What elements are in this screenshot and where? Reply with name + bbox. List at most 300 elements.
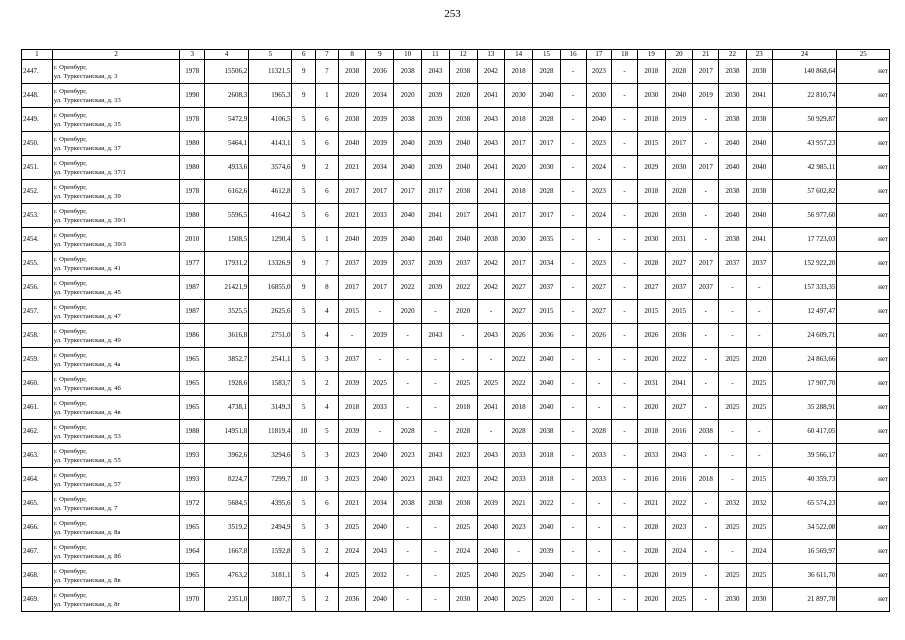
cell-col-23: 2041	[746, 84, 772, 108]
cell-col-19: 2015	[637, 132, 665, 156]
cell-col-17: 2023	[586, 252, 612, 276]
address-cell	[52, 228, 180, 252]
cell-col-21: -	[693, 564, 719, 588]
column-header-19: 19	[637, 50, 665, 60]
cell-col-17: -	[586, 540, 612, 564]
cell-col-4: 21421,9	[205, 276, 249, 300]
cell-col-9: 2039	[366, 324, 394, 348]
address-city: г. Оренбург,	[53, 63, 87, 71]
cell-col-11: -	[422, 396, 450, 420]
cell-col-25: нет	[837, 540, 890, 564]
cell-col-21: -	[693, 108, 719, 132]
cell-col-8: 2021	[338, 204, 366, 228]
cell-col-21: 2018	[693, 468, 719, 492]
cell-col-10: 2040	[394, 204, 422, 228]
address-cell	[52, 396, 180, 420]
cell-col-11: -	[422, 348, 450, 372]
row-number: 2451.	[22, 156, 53, 180]
row-number: 2463.	[22, 444, 53, 468]
address-cell	[52, 108, 180, 132]
address-city: г. Оренбург,	[53, 279, 87, 287]
cell-col-16: -	[560, 84, 586, 108]
cell-col-17: 2024	[586, 156, 612, 180]
cell-col-6: 5	[292, 588, 316, 612]
column-header-4: 4	[205, 50, 249, 60]
cell-col-8: 2040	[338, 132, 366, 156]
cell-col-3: 1964	[180, 540, 205, 564]
cell-col-17: -	[586, 516, 612, 540]
cell-col-4: 1928,6	[205, 372, 249, 396]
cell-col-15: 2022	[533, 492, 561, 516]
cell-col-24: 21 897,78	[772, 588, 837, 612]
column-header-2: 2	[52, 50, 180, 60]
cell-col-15: 2036	[533, 324, 561, 348]
cell-col-23: 2038	[746, 108, 772, 132]
table-row	[22, 300, 890, 324]
cell-col-7: 3	[316, 348, 339, 372]
cell-col-18: -	[612, 420, 638, 444]
table-row	[22, 276, 890, 300]
cell-col-18: -	[612, 516, 638, 540]
cell-col-4: 3525,5	[205, 300, 249, 324]
cell-col-8: 2037	[338, 252, 366, 276]
cell-col-5: 16855,0	[249, 276, 292, 300]
cell-col-18: -	[612, 108, 638, 132]
cell-col-24: 56 977,60	[772, 204, 837, 228]
address-street: ул. Туркестанская, д. 35	[53, 120, 121, 128]
address-cell	[52, 420, 180, 444]
cell-col-19: 2026	[637, 324, 665, 348]
table-row	[22, 60, 890, 84]
cell-col-25: нет	[837, 108, 890, 132]
column-header-15: 15	[533, 50, 561, 60]
address-cell	[52, 300, 180, 324]
cell-col-22: 2025	[719, 564, 747, 588]
cell-col-9: 2040	[366, 468, 394, 492]
address-street: ул. Туркестанская, д. 8б	[53, 552, 121, 560]
cell-col-8: 2017	[338, 180, 366, 204]
cell-col-12: 2038	[449, 108, 477, 132]
cell-col-4: 3962,6	[205, 444, 249, 468]
cell-col-12: 2040	[449, 132, 477, 156]
cell-col-24: 152 922,20	[772, 252, 837, 276]
cell-col-15: 2040	[533, 564, 561, 588]
page-number: 253	[444, 8, 461, 20]
cell-col-23: 2020	[746, 348, 772, 372]
cell-col-22: -	[719, 276, 747, 300]
row-number: 2456.	[22, 276, 53, 300]
address-cell	[52, 60, 180, 84]
cell-col-14: 2018	[505, 60, 533, 84]
housing-repair-table	[21, 49, 890, 612]
cell-col-24: 34 522,08	[772, 516, 837, 540]
cell-col-24: 12 497,47	[772, 300, 837, 324]
cell-col-21: -	[693, 348, 719, 372]
cell-col-24: 157 333,35	[772, 276, 837, 300]
cell-col-18: -	[612, 468, 638, 492]
cell-col-18: -	[612, 540, 638, 564]
address-cell	[52, 564, 180, 588]
row-number: 2462.	[22, 420, 53, 444]
cell-col-24: 43 957,23	[772, 132, 837, 156]
cell-col-21: -	[693, 204, 719, 228]
cell-col-10: 2028	[394, 420, 422, 444]
cell-col-21: -	[693, 372, 719, 396]
cell-col-20: 2015	[665, 300, 693, 324]
table-row	[22, 324, 890, 348]
address-cell	[52, 180, 180, 204]
cell-col-3: 1972	[180, 492, 205, 516]
cell-col-25: нет	[837, 60, 890, 84]
cell-col-20: 2030	[665, 156, 693, 180]
cell-col-21: -	[693, 180, 719, 204]
address-city: г. Оренбург,	[53, 255, 87, 263]
cell-col-22: -	[719, 420, 747, 444]
cell-col-23: 2025	[746, 372, 772, 396]
cell-col-18: -	[612, 588, 638, 612]
cell-col-22: -	[719, 300, 747, 324]
address-cell	[52, 492, 180, 516]
cell-col-12: 2037	[449, 252, 477, 276]
cell-col-10: -	[394, 564, 422, 588]
cell-col-10: 2038	[394, 108, 422, 132]
cell-col-13: 2040	[477, 516, 505, 540]
address-city: г. Оренбург,	[53, 303, 87, 311]
column-header-22: 22	[719, 50, 747, 60]
cell-col-12: 2040	[449, 156, 477, 180]
cell-col-3: 1980	[180, 132, 205, 156]
cell-col-21: 2017	[693, 156, 719, 180]
cell-col-10: -	[394, 516, 422, 540]
cell-col-19: 2016	[637, 468, 665, 492]
cell-col-4: 1667,8	[205, 540, 249, 564]
cell-col-4: 4933,6	[205, 156, 249, 180]
cell-col-13: 2042	[477, 252, 505, 276]
cell-col-7: 2	[316, 156, 339, 180]
address-street: ул. Туркестанская, д. 49	[53, 336, 121, 344]
cell-col-15: 2028	[533, 108, 561, 132]
cell-col-14: 2017	[505, 204, 533, 228]
cell-col-7: 1	[316, 84, 339, 108]
cell-col-5: 3294,6	[249, 444, 292, 468]
cell-col-25: нет	[837, 324, 890, 348]
cell-col-25: нет	[837, 252, 890, 276]
table-row	[22, 540, 890, 564]
address-street: ул. Туркестанская, д. 55	[53, 456, 121, 464]
cell-col-23: 2015	[746, 468, 772, 492]
cell-col-24: 16 569,97	[772, 540, 837, 564]
address-street: ул. Туркестанская, д. 39/1	[53, 216, 126, 224]
cell-col-20: 2043	[665, 444, 693, 468]
cell-col-24: 140 868,64	[772, 60, 837, 84]
cell-col-20: 2036	[665, 324, 693, 348]
cell-col-17: 2023	[586, 60, 612, 84]
cell-col-6: 5	[292, 300, 316, 324]
cell-col-12: 2038	[449, 180, 477, 204]
address-city: г. Оренбург,	[53, 351, 87, 359]
address-cell	[52, 588, 180, 612]
cell-col-16: -	[560, 60, 586, 84]
cell-col-9: 2034	[366, 156, 394, 180]
cell-col-23: 2040	[746, 156, 772, 180]
address-street: ул. Туркестанская, д. 41	[53, 264, 121, 272]
cell-col-10: 2020	[394, 300, 422, 324]
cell-col-21: 2017	[693, 60, 719, 84]
cell-col-10: 2038	[394, 60, 422, 84]
cell-col-19: 2020	[637, 564, 665, 588]
cell-col-14: 2030	[505, 84, 533, 108]
table-row	[22, 396, 890, 420]
cell-col-3: 1978	[180, 60, 205, 84]
cell-col-14: 2018	[505, 108, 533, 132]
cell-col-18: -	[612, 180, 638, 204]
column-header-10: 10	[394, 50, 422, 60]
cell-col-17: 2024	[586, 204, 612, 228]
cell-col-18: -	[612, 300, 638, 324]
cell-col-17: 2027	[586, 300, 612, 324]
cell-col-15: 2028	[533, 180, 561, 204]
cell-col-15: 2040	[533, 348, 561, 372]
cell-col-4: 1508,5	[205, 228, 249, 252]
row-number: 2452.	[22, 180, 53, 204]
address-city: г. Оренбург,	[53, 423, 87, 431]
cell-col-6: 5	[292, 132, 316, 156]
cell-col-4: 3852,7	[205, 348, 249, 372]
table-row	[22, 180, 890, 204]
cell-col-13: 2025	[477, 372, 505, 396]
cell-col-3: 1987	[180, 276, 205, 300]
cell-col-11: 2043	[422, 324, 450, 348]
cell-col-21: 2037	[693, 276, 719, 300]
cell-col-7: 8	[316, 276, 339, 300]
cell-col-7: 2	[316, 588, 339, 612]
cell-col-8: 2039	[338, 420, 366, 444]
cell-col-14: 2018	[505, 396, 533, 420]
cell-col-19: 2030	[637, 228, 665, 252]
address-city: г. Оренбург,	[53, 159, 87, 167]
cell-col-4: 15506,2	[205, 60, 249, 84]
cell-col-4: 2608,3	[205, 84, 249, 108]
cell-col-5: 4612,8	[249, 180, 292, 204]
address-cell	[52, 324, 180, 348]
address-street: ул. Туркестанская, д. 3	[53, 72, 118, 80]
column-header-1: 1	[22, 50, 53, 60]
cell-col-12: 2040	[449, 228, 477, 252]
cell-col-3: 1978	[180, 108, 205, 132]
cell-col-10: 2037	[394, 252, 422, 276]
cell-col-15: 2035	[533, 228, 561, 252]
cell-col-25: нет	[837, 564, 890, 588]
cell-col-12: 2017	[449, 204, 477, 228]
cell-col-19: 2033	[637, 444, 665, 468]
cell-col-25: нет	[837, 276, 890, 300]
cell-col-20: 2016	[665, 420, 693, 444]
cell-col-23: 2041	[746, 228, 772, 252]
cell-col-18: -	[612, 132, 638, 156]
cell-col-21: -	[693, 516, 719, 540]
cell-col-19: 2018	[637, 420, 665, 444]
cell-col-23: 2040	[746, 132, 772, 156]
cell-col-4: 3616,8	[205, 324, 249, 348]
cell-col-14: 2026	[505, 324, 533, 348]
cell-col-9: 2032	[366, 564, 394, 588]
cell-col-11: 2039	[422, 132, 450, 156]
cell-col-23: -	[746, 420, 772, 444]
table-row	[22, 468, 890, 492]
address-city: г. Оренбург,	[53, 183, 87, 191]
cell-col-20: 2030	[665, 204, 693, 228]
address-street: ул. Туркестанская, д. 53	[53, 432, 121, 440]
cell-col-7: 4	[316, 396, 339, 420]
cell-col-10: -	[394, 540, 422, 564]
cell-col-4: 4738,1	[205, 396, 249, 420]
cell-col-25: нет	[837, 84, 890, 108]
cell-col-25: нет	[837, 444, 890, 468]
cell-col-16: -	[560, 468, 586, 492]
cell-col-12: -	[449, 348, 477, 372]
cell-col-16: -	[560, 204, 586, 228]
cell-col-17: 2023	[586, 132, 612, 156]
cell-col-18: -	[612, 324, 638, 348]
address-street: ул. Туркестанская, д. 37	[53, 144, 121, 152]
cell-col-4: 4763,2	[205, 564, 249, 588]
cell-col-9: 2039	[366, 108, 394, 132]
cell-col-9: 2025	[366, 372, 394, 396]
cell-col-24: 65 574,23	[772, 492, 837, 516]
cell-col-9: 2040	[366, 444, 394, 468]
column-header-21: 21	[693, 50, 719, 60]
address-street: ул. Туркестанская, д. 39	[53, 192, 121, 200]
table-row	[22, 204, 890, 228]
cell-col-8: 2038	[338, 60, 366, 84]
cell-col-25: нет	[837, 300, 890, 324]
cell-col-11: 2017	[422, 180, 450, 204]
cell-col-6: 9	[292, 276, 316, 300]
cell-col-11: 2039	[422, 276, 450, 300]
column-header-13: 13	[477, 50, 505, 60]
column-header-20: 20	[665, 50, 693, 60]
address-cell	[52, 444, 180, 468]
cell-col-25: нет	[837, 348, 890, 372]
cell-col-5: 11321,5	[249, 60, 292, 84]
cell-col-5: 2494,9	[249, 516, 292, 540]
table-row	[22, 348, 890, 372]
cell-col-8: 2023	[338, 444, 366, 468]
cell-col-11: -	[422, 300, 450, 324]
address-street: ул. Туркестанская, д. 37/1	[53, 168, 126, 176]
cell-col-18: -	[612, 228, 638, 252]
cell-col-6: 5	[292, 372, 316, 396]
column-header-18: 18	[612, 50, 638, 60]
cell-col-8: 2017	[338, 276, 366, 300]
cell-col-6: 10	[292, 468, 316, 492]
cell-col-16: -	[560, 540, 586, 564]
cell-col-7: 2	[316, 372, 339, 396]
cell-col-24: 17 907,70	[772, 372, 837, 396]
table-row	[22, 108, 890, 132]
cell-col-22: 2040	[719, 204, 747, 228]
cell-col-20: 2019	[665, 564, 693, 588]
cell-col-25: нет	[837, 372, 890, 396]
address-city: г. Оренбург,	[53, 327, 87, 335]
cell-col-7: 3	[316, 444, 339, 468]
table-row	[22, 516, 890, 540]
cell-col-18: -	[612, 444, 638, 468]
cell-col-16: -	[560, 492, 586, 516]
cell-col-18: -	[612, 252, 638, 276]
cell-col-8: 2018	[338, 396, 366, 420]
cell-col-17: 2027	[586, 276, 612, 300]
table-row	[22, 156, 890, 180]
cell-col-4: 8224,7	[205, 468, 249, 492]
cell-col-11: -	[422, 372, 450, 396]
cell-col-8: 2021	[338, 492, 366, 516]
cell-col-9: -	[366, 300, 394, 324]
cell-col-18: -	[612, 276, 638, 300]
cell-col-17: -	[586, 492, 612, 516]
cell-col-11: -	[422, 540, 450, 564]
cell-col-16: -	[560, 396, 586, 420]
row-number: 2469.	[22, 588, 53, 612]
table-row	[22, 420, 890, 444]
cell-col-10: 2022	[394, 276, 422, 300]
row-number: 2458.	[22, 324, 53, 348]
address-city: г. Оренбург,	[53, 87, 87, 95]
row-number: 2467.	[22, 540, 53, 564]
cell-col-19: 2015	[637, 300, 665, 324]
cell-col-6: 5	[292, 396, 316, 420]
cell-col-9: 2039	[366, 252, 394, 276]
cell-col-21: -	[693, 228, 719, 252]
cell-col-14: -	[505, 540, 533, 564]
cell-col-22: 2025	[719, 516, 747, 540]
cell-col-11: 2041	[422, 204, 450, 228]
cell-col-25: нет	[837, 396, 890, 420]
cell-col-7: 3	[316, 468, 339, 492]
cell-col-4: 3519,2	[205, 516, 249, 540]
row-number: 2450.	[22, 132, 53, 156]
cell-col-11: -	[422, 516, 450, 540]
cell-col-10: 2038	[394, 492, 422, 516]
cell-col-8: -	[338, 324, 366, 348]
cell-col-22: 2025	[719, 348, 747, 372]
cell-col-3: 1977	[180, 252, 205, 276]
cell-col-6: 5	[292, 516, 316, 540]
cell-col-10: 2023	[394, 444, 422, 468]
cell-col-14: 2020	[505, 156, 533, 180]
cell-col-17: -	[586, 588, 612, 612]
cell-col-3: 1965	[180, 396, 205, 420]
cell-col-22: 2032	[719, 492, 747, 516]
row-number: 2460.	[22, 372, 53, 396]
cell-col-25: нет	[837, 516, 890, 540]
row-number: 2457.	[22, 300, 53, 324]
cell-col-5: 7299,7	[249, 468, 292, 492]
cell-col-25: нет	[837, 468, 890, 492]
cell-col-4: 5596,5	[205, 204, 249, 228]
cell-col-23: -	[746, 324, 772, 348]
address-cell	[52, 540, 180, 564]
cell-col-12: 2025	[449, 564, 477, 588]
cell-col-13: 2041	[477, 204, 505, 228]
cell-col-12: 2018	[449, 396, 477, 420]
cell-col-20: 2028	[665, 60, 693, 84]
cell-col-15: 2038	[533, 420, 561, 444]
cell-col-18: -	[612, 348, 638, 372]
cell-col-6: 5	[292, 228, 316, 252]
cell-col-13: 2042	[477, 60, 505, 84]
cell-col-3: 2010	[180, 228, 205, 252]
